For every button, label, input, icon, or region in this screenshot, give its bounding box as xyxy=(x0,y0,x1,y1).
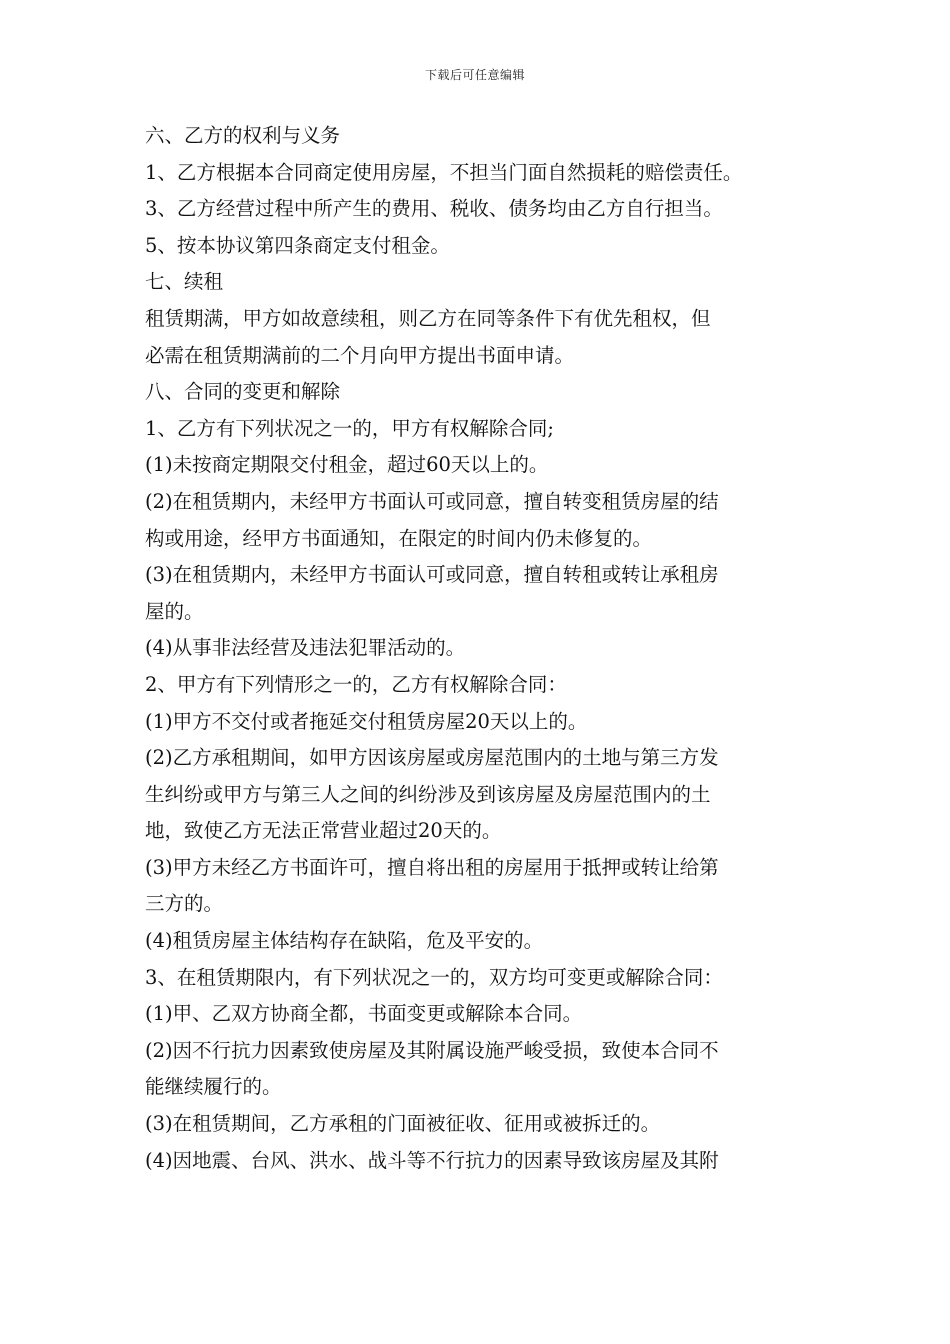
document-body xyxy=(145,118,825,1179)
paragraph-line: (4)从事非法经营及违法犯罪活动的。 xyxy=(145,636,466,660)
section-heading-7: 七、续租 xyxy=(145,270,224,294)
paragraph-line: (1)甲方不交付或者拖延交付租赁房屋20天以上的。 xyxy=(145,709,588,733)
paragraph-line: (2)乙方承租期间，如甲方因该房屋或房屋范围内的土地与第三方发 xyxy=(145,746,719,770)
paragraph-line: 5、按本协议第四条商定支付租金。 xyxy=(145,233,450,257)
paragraph-line: 屋的。 xyxy=(145,599,204,623)
paragraph-line: (3)在租赁期内，未经甲方书面认可或同意，擅自转租或转让承租房 xyxy=(145,563,719,587)
paragraph-line: (4)因地震、台风、洪水、战斗等不行抗力的因素导致该房屋及其附 xyxy=(145,1148,719,1172)
paragraph-line: 构或用途，经甲方书面通知，在限定的时间内仍未修复的。 xyxy=(145,526,653,550)
section-heading-6: 六、乙方的权利与义务 xyxy=(145,124,341,147)
paragraph-line: 三方的。 xyxy=(145,892,224,916)
paragraph-line: 3、在租赁期限内，有下列状况之一的，双方均可变更或解除合同： xyxy=(145,965,723,989)
paragraph-line: (4)租赁房屋主体结构存在缺陷，危及平安的。 xyxy=(145,929,544,953)
paragraph-line: 3、乙方经营过程中所产生的费用、税收、债务均由乙方自行担当。 xyxy=(145,197,723,221)
paragraph-line: (1)甲、乙双方协商全都，书面变更或解除本合同。 xyxy=(145,1002,583,1026)
paragraph-line: (1)未按商定期限交付租金，超过60天以上的。 xyxy=(145,453,549,477)
paragraph-line: 1、乙方有下列状况之一的，甲方有权解除合同; xyxy=(145,416,554,440)
paragraph-line: 必需在租赁期满前的二个月向甲方提出书面申请。 xyxy=(145,343,575,367)
paragraph-line: 地，致使乙方无法正常营业超过20天的。 xyxy=(145,819,502,843)
paragraph-line: (2)在租赁期内，未经甲方书面认可或同意，擅自转变租赁房屋的结 xyxy=(145,489,719,513)
paragraph-line: (3)甲方未经乙方书面许可，擅自将出租的房屋用于抵押或转让给第 xyxy=(145,855,719,879)
paragraph-line: 生纠纷或甲方与第三人之间的纠纷涉及到该房屋及房屋范围内的土 xyxy=(145,782,711,806)
paragraph-line: 2、甲方有下列情形之一的，乙方有权解除合同： xyxy=(145,672,567,696)
page-header-note: 下载后可任意编辑 xyxy=(424,68,525,82)
paragraph-line: 1、乙方根据本合同商定使用房屋，不担当门面自然损耗的赔偿责任。 xyxy=(145,160,743,184)
paragraph-line: (3)在租赁期间，乙方承租的门面被征收、征用或被拆迁的。 xyxy=(145,1112,661,1136)
paragraph-line: 租赁期满，甲方如故意续租，则乙方在同等条件下有优先租权，但 xyxy=(145,306,711,330)
paragraph-line: 能继续履行的。 xyxy=(145,1075,282,1099)
paragraph-line: (2)因不行抗力因素致使房屋及其附属设施严峻受损，致使本合同不 xyxy=(145,1038,719,1062)
section-heading-8: 八、合同的变更和解除 xyxy=(145,380,341,404)
